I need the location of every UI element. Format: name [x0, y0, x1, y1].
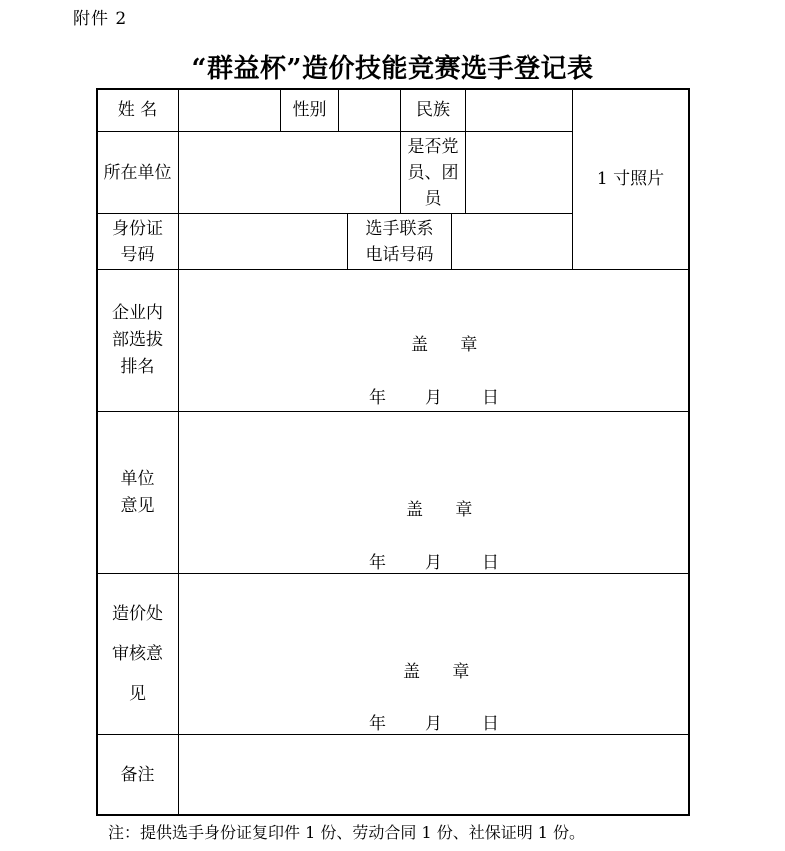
form-title: “群益杯”造价技能竞赛选手登记表 [191, 54, 594, 84]
id-number-field[interactable] [179, 214, 347, 269]
seal-text: 盖 章 [403, 662, 470, 682]
row-divider [97, 269, 689, 270]
row-divider [97, 411, 689, 412]
border-right [688, 88, 690, 816]
gender-field[interactable] [339, 89, 400, 131]
date-year: 年 [369, 553, 386, 573]
phone-label: 选手联系 电话号码 [365, 218, 434, 265]
party-member-label: 是否党 员、团 员 [407, 136, 459, 209]
row-divider [97, 573, 689, 574]
employer-label: 所在单位 [103, 162, 172, 183]
date-day: 日 [482, 388, 499, 408]
footnote: 注：提供选手身份证复印件 1 份、劳动合同 1 份、社保证明 1 份。 [108, 823, 586, 842]
remarks-label: 备注 [120, 764, 155, 785]
date-month: 月 [425, 388, 442, 408]
date-month: 月 [425, 714, 442, 734]
ethnicity-field[interactable] [466, 89, 572, 131]
date-year: 年 [369, 388, 386, 408]
unit-opinion-label: 单位 意见 [120, 468, 155, 516]
party-member-field[interactable] [466, 132, 572, 213]
phone-field[interactable] [452, 214, 572, 269]
name-label: 姓 名 [117, 100, 158, 120]
ranking-label: 企业内 部选拔 排名 [112, 303, 163, 377]
employer-field[interactable] [179, 132, 400, 213]
date-day: 日 [482, 714, 499, 734]
id-number-label: 身份证 号码 [112, 218, 163, 265]
seal-text: 盖 章 [411, 335, 478, 355]
date-day: 日 [482, 553, 499, 573]
seal-text: 盖 章 [406, 500, 473, 520]
attachment-label: 附件 2 [73, 9, 128, 29]
border-bottom [96, 814, 690, 816]
name-field[interactable] [179, 89, 280, 131]
date-month: 月 [425, 553, 442, 573]
date-year: 年 [369, 714, 386, 734]
photo-placeholder: 1 寸照片 [596, 169, 665, 189]
remarks-field[interactable] [179, 735, 688, 814]
ethnicity-label: 民族 [416, 100, 450, 120]
gender-label: 性别 [292, 100, 327, 120]
cost-review-label: 造价处 审核意 见 [112, 604, 163, 704]
